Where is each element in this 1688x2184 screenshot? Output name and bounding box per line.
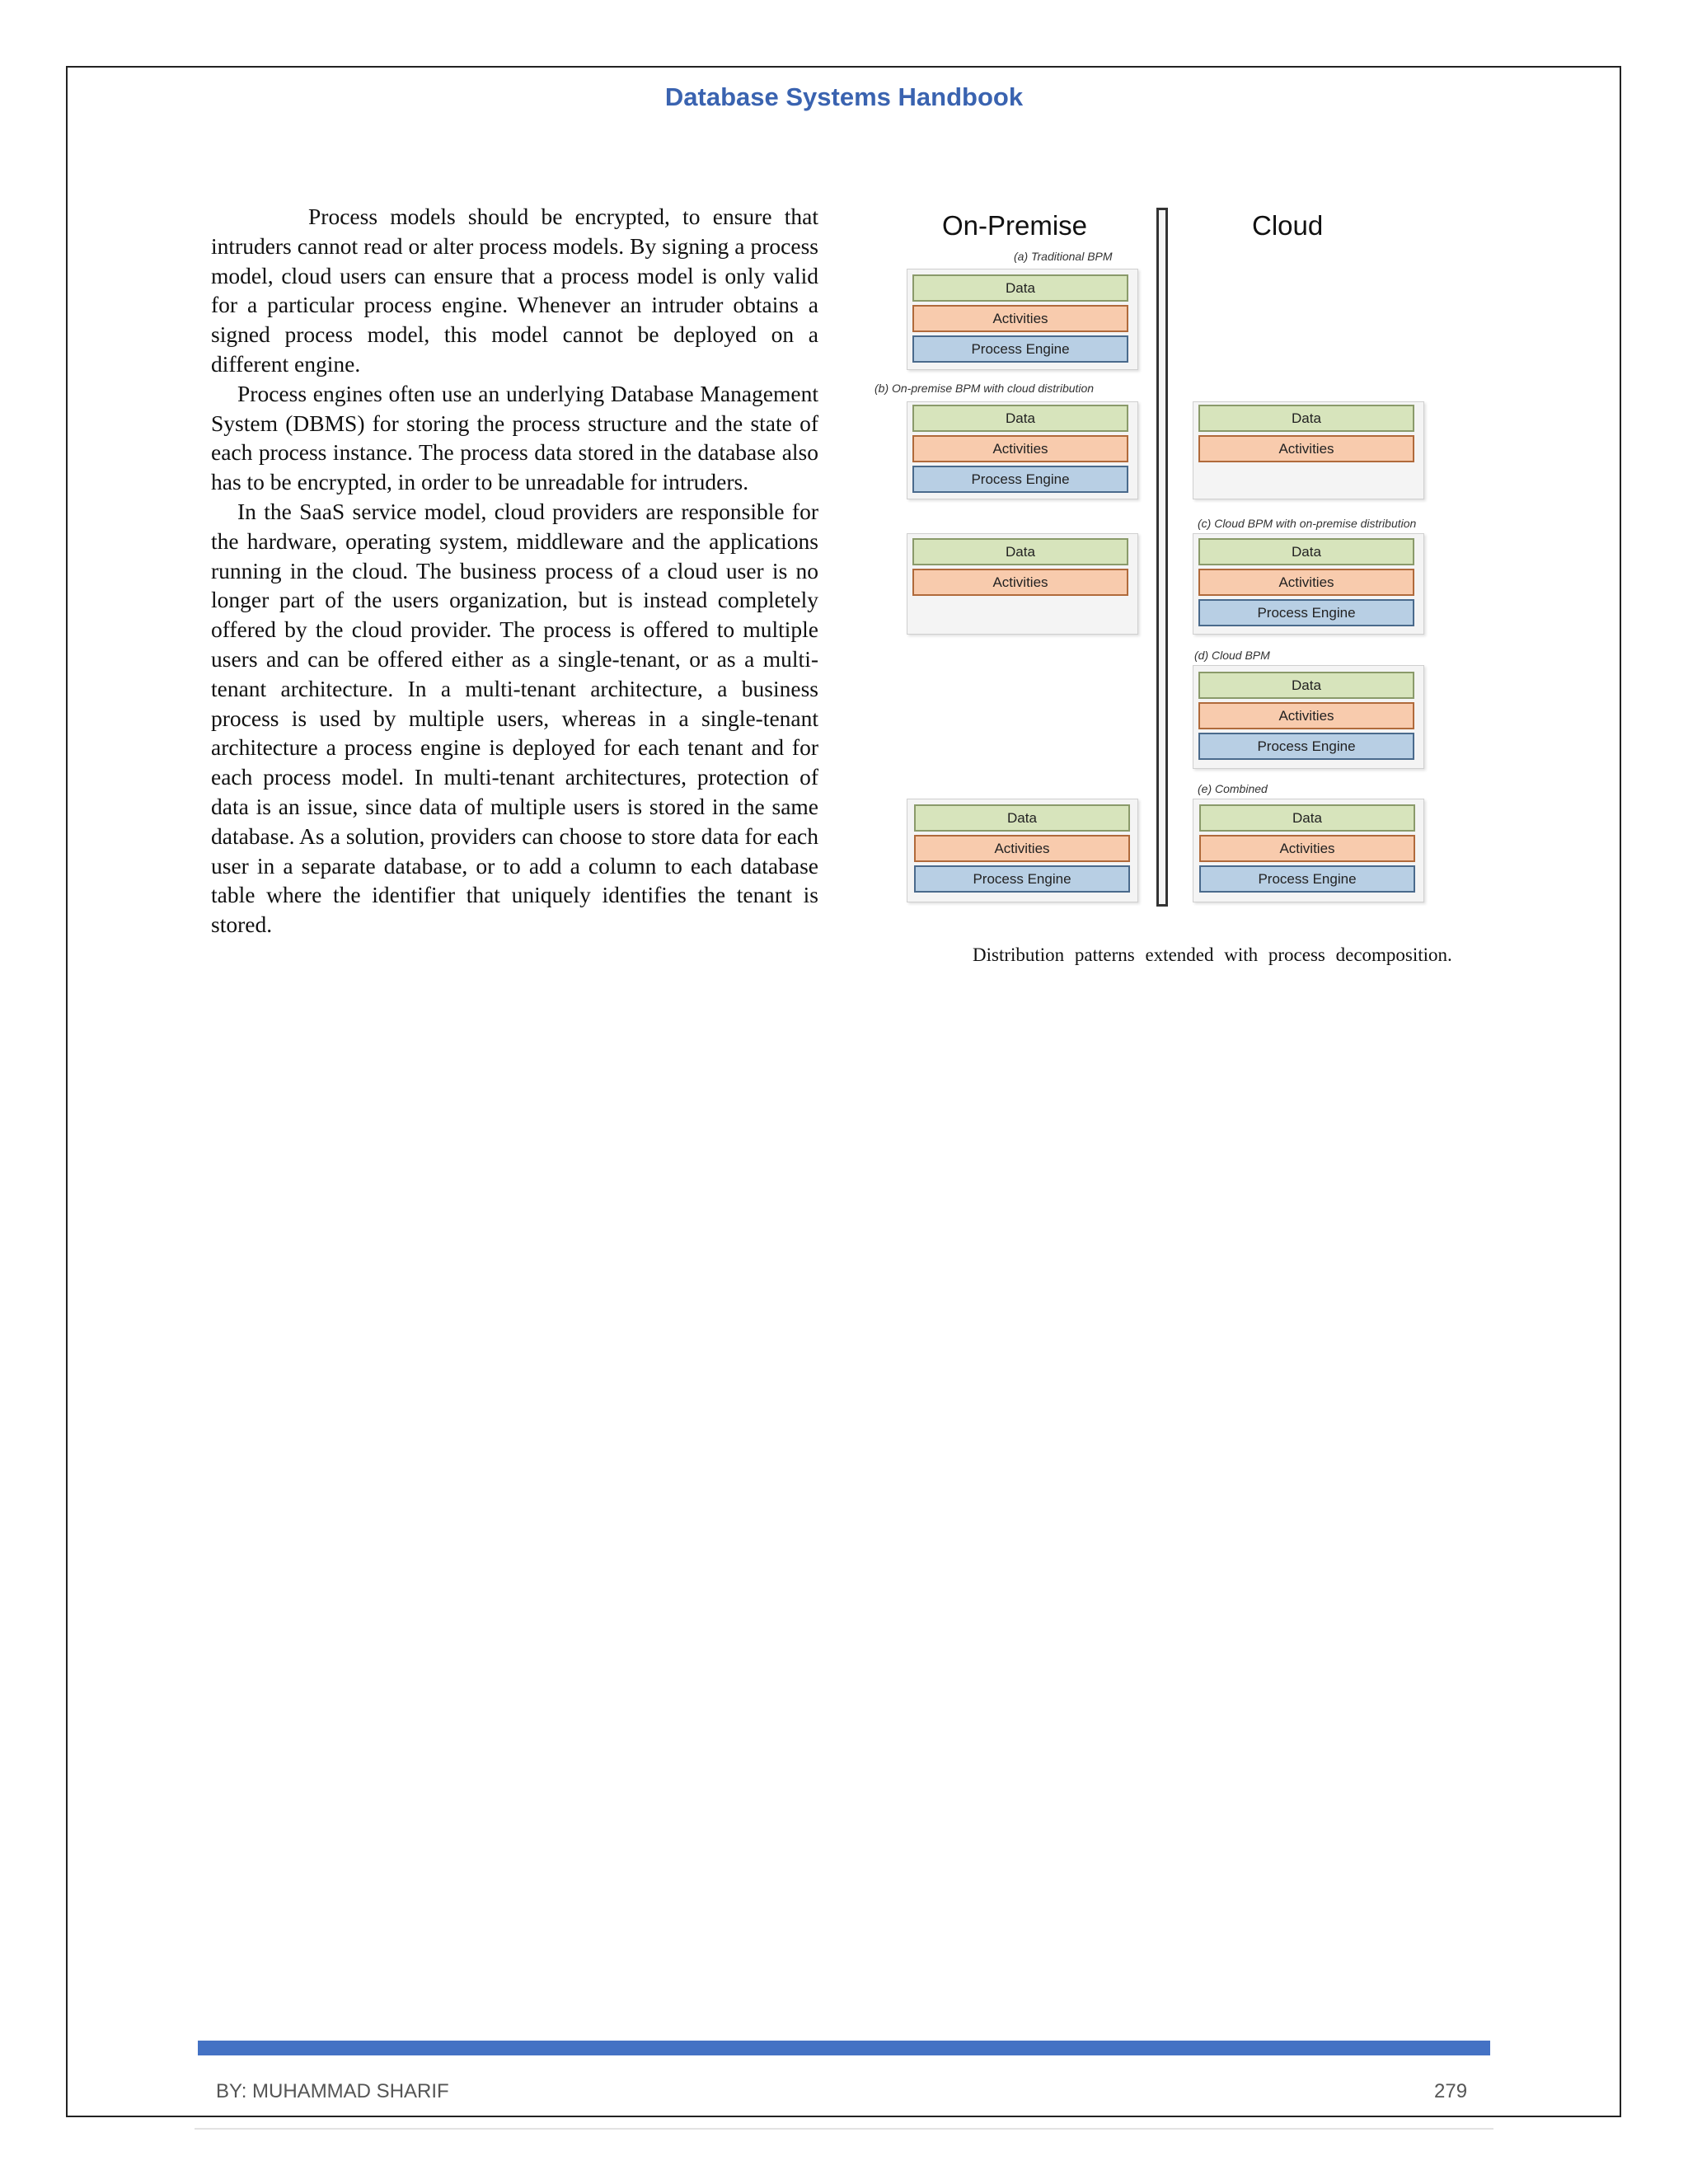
layer-activities: Activities bbox=[912, 435, 1128, 462]
footer-page-number: 279 bbox=[1434, 2080, 1468, 2102]
footer-bar bbox=[198, 2041, 1490, 2055]
page-header-title: Database Systems Handbook bbox=[664, 82, 1024, 111]
paragraph-3: In the SaaS service model, cloud providers are responsible for the hardware, operating system, middleware and the applications running in the cloud. The business process of a cloud user is no longer part of the users organization, but is instead completely offered by the cloud provider. The process is offered to multiple users and can be offered either as a single-tenant, or as a multi-tenant architecture. In a multi-tenant architecture, a business process is used by multiple users, whereas in a single-tenant architecture a process engine is deployed for each tenant and for each process model. In multi-tenant architectures, protection of data is an issue, since data of multiple users is stored in the same database. As a solution, providers can choose to store data for each user in a separate database, or to add a column to each database table where the identifier that uniquely identifies the tenant is stored. bbox=[211, 498, 818, 938]
layer-data: Data bbox=[1198, 538, 1414, 565]
on-premise-heading: On-Premise bbox=[942, 210, 1088, 241]
footer-author: BY: MUHAMMAD SHARIF bbox=[216, 2080, 449, 2102]
paragraph-1: Process models should be encrypted, to ensure that intruders cannot read or alter process models. By signing a process model, cloud users can ensure that a process model is only valid for a particular process engine. Whenever an intruder obtains a signed process model, this model cannot be deployed on a different engine. bbox=[211, 204, 818, 377]
layer-process-engine: Process Engine bbox=[1198, 733, 1414, 760]
body-text bbox=[211, 202, 818, 940]
label-cloud-on-premise-distribution: (c) Cloud BPM with on-premise distribution bbox=[1198, 517, 1417, 530]
layer-activities: Activities bbox=[1198, 569, 1414, 596]
paragraph-2: Process engines often use an underlying Database Management System (DBMS) for storing the process structure and the state of each process instance. The process data stored in the database also has to be encrypted, in order to be unreadable for intruders. bbox=[211, 380, 818, 495]
stack-b-on-premise bbox=[912, 405, 1128, 496]
label-on-premise-cloud-distribution: (b) On-premise BPM with cloud distribution bbox=[874, 382, 1095, 395]
stack-d-cloud bbox=[1198, 672, 1414, 763]
label-combined: (e) Combined bbox=[1198, 782, 1268, 795]
layer-activities: Activities bbox=[1198, 702, 1414, 729]
stack-c-cloud bbox=[1198, 538, 1414, 630]
stack-a-on-premise bbox=[912, 274, 1128, 366]
layer-activities: Activities bbox=[1198, 435, 1414, 462]
cloud-heading: Cloud bbox=[1252, 210, 1324, 241]
stack-e-cloud bbox=[1199, 804, 1415, 896]
layer-data: Data bbox=[912, 538, 1128, 565]
layer-activities: Activities bbox=[912, 569, 1128, 596]
layer-activities: Activities bbox=[1199, 835, 1415, 862]
premise-cloud-divider bbox=[1156, 208, 1168, 907]
bottom-rule bbox=[195, 2128, 1493, 2130]
label-traditional-bpm: (a) Traditional BPM bbox=[1014, 250, 1113, 263]
label-cloud-bpm: (d) Cloud BPM bbox=[1194, 649, 1270, 662]
stack-c-on-premise bbox=[912, 538, 1128, 599]
layer-data: Data bbox=[914, 804, 1130, 832]
layer-activities: Activities bbox=[912, 305, 1128, 332]
layer-data: Data bbox=[1198, 405, 1414, 432]
layer-process-engine: Process Engine bbox=[912, 335, 1128, 363]
layer-data: Data bbox=[912, 405, 1128, 432]
layer-data: Data bbox=[1199, 804, 1415, 832]
layer-process-engine: Process Engine bbox=[1198, 599, 1414, 626]
stack-b-cloud bbox=[1198, 405, 1414, 466]
layer-data: Data bbox=[912, 274, 1128, 302]
layer-process-engine: Process Engine bbox=[912, 466, 1128, 493]
distribution-patterns-figure bbox=[870, 202, 1488, 977]
figure-caption: Distribution patterns extended with process decomposition. bbox=[973, 944, 1452, 965]
layer-process-engine: Process Engine bbox=[1199, 865, 1415, 893]
stack-e-on-premise bbox=[914, 804, 1130, 896]
layer-data: Data bbox=[1198, 672, 1414, 699]
layer-process-engine: Process Engine bbox=[914, 865, 1130, 893]
layer-activities: Activities bbox=[914, 835, 1130, 862]
